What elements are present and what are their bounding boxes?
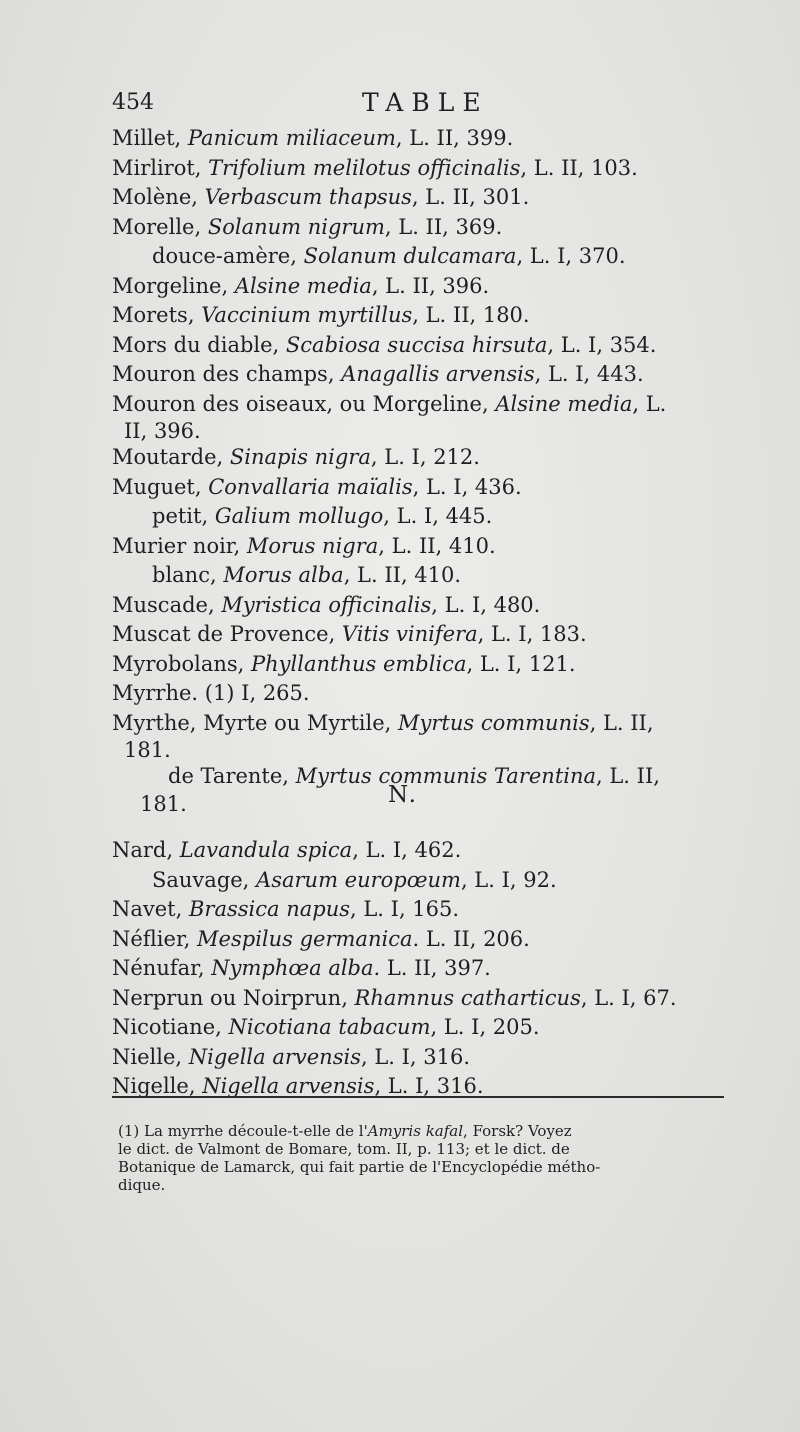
- index-entry: Mouron des champs, Anagallis arvensis, L. I, 443.: [112, 362, 644, 386]
- footnote-line: le dict. de Valmont de Bomare, tom. II, p. 113; et le dict. de: [118, 1140, 570, 1158]
- index-entry: Mirlirot, Trifolium melilotus officinalis, L. II, 103.: [112, 155, 638, 180]
- index-entry-continuation: II, 396.: [124, 419, 201, 443]
- page-number: 454: [112, 90, 154, 115]
- index-entry: Morets, Vaccinium myrtillus, L. II, 180.: [112, 303, 530, 327]
- index-entry: Murier noir, Morus nigra, L. II, 410.: [112, 533, 496, 558]
- index-entry: Muguet, Convallaria maïalis, L. I, 436.: [112, 474, 522, 499]
- index-entries-m: [112, 124, 732, 816]
- footnote-rule: [112, 1096, 724, 1098]
- index-entry: Néflier, Mespilus germanica. L. II, 206.: [112, 926, 530, 951]
- index-entry: Muscade, Myristica officinalis, L. I, 480.: [112, 592, 541, 617]
- index-entry: Nard, Lavandula spica, L. I, 462.: [112, 838, 462, 862]
- index-subentry: douce-amère, Solanum dulcamara, L. I, 370.: [152, 244, 626, 268]
- index-entry: Mouron des oiseaux, ou Morgeline, Alsine media, L.: [112, 391, 667, 416]
- index-entry: Nigelle, Nigella arvensis, L. I, 316.: [112, 1074, 484, 1098]
- index-subentry: de Tarente, Myrtus communis Tarentina, L. II,: [168, 764, 660, 788]
- section-heading: N.: [388, 782, 418, 808]
- index-entry: Mors du diable, Scabiosa succisa hirsuta, L. I, 354.: [112, 332, 657, 357]
- index-entry: Moutarde, Sinapis nigra, L. I, 212.: [112, 445, 480, 469]
- index-entry-continuation: 181.: [140, 791, 187, 816]
- index-entry: Muscat de Provence, Vitis vinifera, L. I, 183.: [112, 622, 587, 646]
- index-subentry: Sauvage, Asarum europœum, L. I, 92.: [152, 867, 557, 892]
- index-entry: Morelle, Solanum nigrum, L. II, 369.: [112, 214, 503, 239]
- index-entry: Myrobolans, Phyllanthus emblica, L. I, 121.: [112, 651, 576, 676]
- page-header: [112, 84, 672, 124]
- index-subentry: blanc, Morus alba, L. II, 410.: [152, 563, 462, 587]
- index-entry: Myrthe, Myrte ou Myrtile, Myrtus communis, L. II,: [112, 710, 654, 735]
- index-entries-n: [112, 836, 732, 1102]
- index-entry: Navet, Brassica napus, L. I, 165.: [112, 897, 460, 921]
- running-title: TABLE: [362, 88, 489, 117]
- index-entry: Nerprun ou Noirprun, Rhamnus catharticus, L. I, 67.: [112, 985, 677, 1010]
- index-entry: Molène, Verbascum thapsus, L. II, 301.: [112, 185, 530, 209]
- index-subentry: petit, Galium mollugo, L. I, 445.: [152, 504, 493, 528]
- index-entry: Nielle, Nigella arvensis, L. I, 316.: [112, 1044, 471, 1069]
- footnote-line: dique.: [118, 1176, 166, 1194]
- footnote: [118, 1122, 736, 1194]
- index-entry: Millet, Panicum miliaceum, L. II, 399.: [112, 126, 514, 150]
- index-entry: Nicotiane, Nicotiana tabacum, L. I, 205.: [112, 1015, 540, 1039]
- index-entry: Morgeline, Alsine media, L. II, 396.: [112, 273, 490, 298]
- index-entry: Nénufar, Nymphœa alba. L. II, 397.: [112, 956, 491, 980]
- footnote-line: (1) La myrrhe découle-t-elle de l'Amyris kafal, Forsk? Voyez: [118, 1122, 572, 1140]
- index-entry: Myrrhe. (1) I, 265.: [112, 681, 310, 705]
- index-entry-continuation: 181.: [124, 738, 171, 762]
- footnote-line: Botanique de Lamarck, qui fait partie de l'Encyclopédie métho-: [118, 1158, 601, 1176]
